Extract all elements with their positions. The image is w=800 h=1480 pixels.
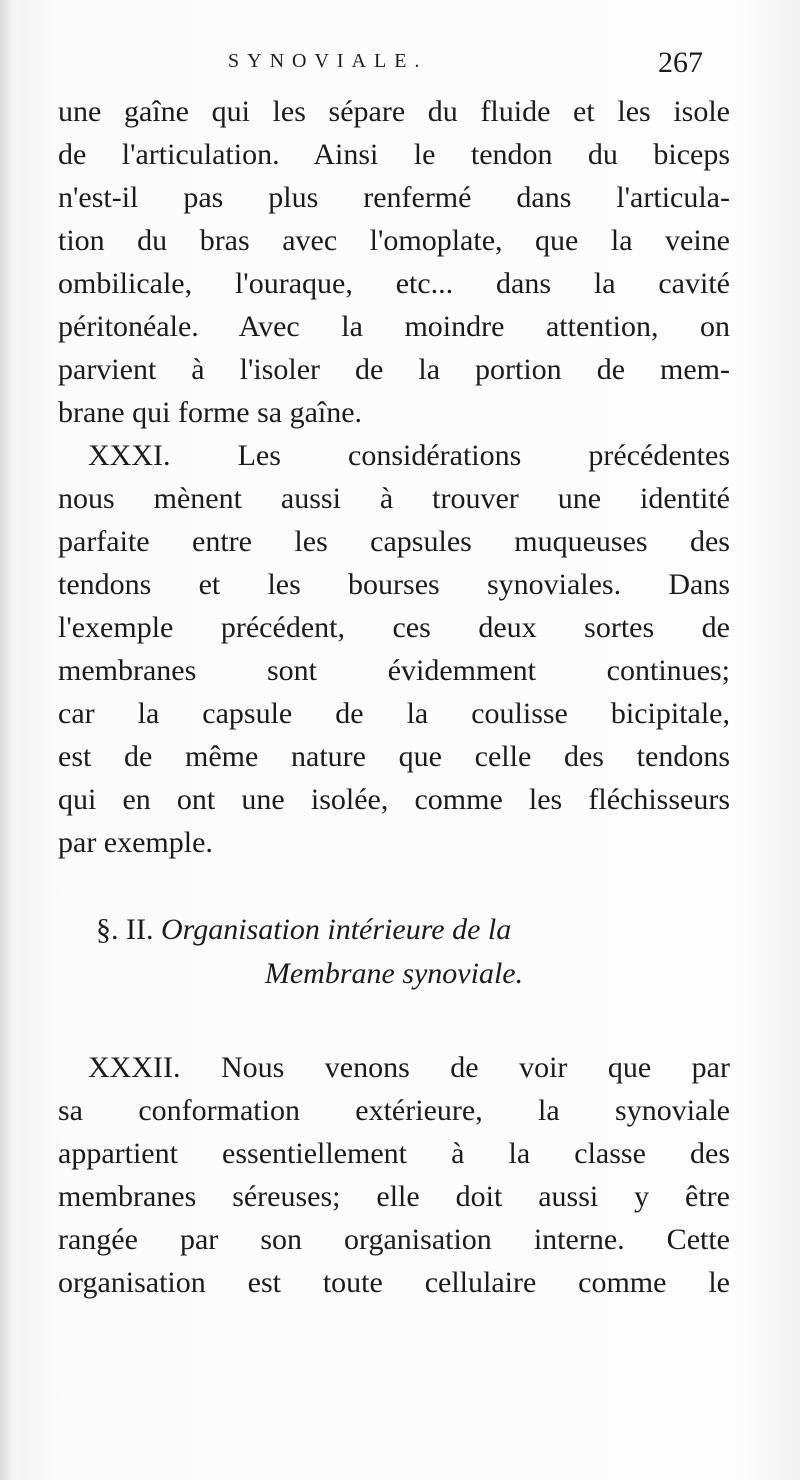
text-line: rangée par son organisation interne. Cette [58,1223,730,1256]
text-line: tendons et les bourses synoviales. Dans [58,568,730,601]
page-gutter-shadow [0,0,14,1480]
text-line: l'exemple précédent, ces deux sortes de [58,611,730,644]
text-line: de l'articulation. Ainsi le tendon du biceps [58,138,730,171]
section-heading [58,908,730,996]
text-block-2 [58,1046,730,1304]
running-head: SYNOVIALE. [228,50,428,72]
text-line: membranes sont évidemment continues; [58,654,730,687]
text-line: par exemple. [58,826,213,859]
page-header [0,46,800,86]
text-line: membranes séreuses; elle doit aussi y être [58,1180,730,1213]
text-block-1 [58,90,730,864]
text-line: sa conformation extérieure, la synoviale [58,1094,730,1127]
text-line: parvient à l'isoler de la portion de mem- [58,353,730,386]
text-line: appartient essentiellement à la classe des [58,1137,730,1170]
text-line: XXXII. Nous venons de voir que par [88,1051,730,1084]
text-line: péritonéale. Avec la moindre attention, on [58,310,730,343]
page-number: 267 [658,46,703,79]
text-line: brane qui forme sa gaîne. [58,396,363,429]
text-line: tion du bras avec l'omoplate, que la veine [58,224,730,257]
section-heading-line-1 [58,908,730,952]
section-number: §. II. [96,913,154,946]
text-line: ombilicale, l'ouraque, etc... dans la cavité [58,267,730,300]
text-line: qui en ont une isolée, comme les fléchisseurs [58,783,730,816]
text-line: nous mènent aussi à trouver une identité [58,482,730,515]
text-line: organisation est toute cellulaire comme le [58,1266,730,1299]
section-title-part-1: Organisation intérieure de la [160,913,512,946]
text-line: n'est-il pas plus renfermé dans l'articula- [58,181,730,214]
text-line: XXXI. Les considérations précédentes [88,439,730,472]
text-line: une gaîne qui les sépare du fluide et les isole [58,95,730,128]
text-line: parfaite entre les capsules muqueuses des [58,525,730,558]
text-line: est de même nature que celle des tendons [58,740,730,773]
text-line: car la capsule de la coulisse bicipitale, [58,697,730,730]
section-title-part-2: Membrane synoviale. [264,957,524,990]
